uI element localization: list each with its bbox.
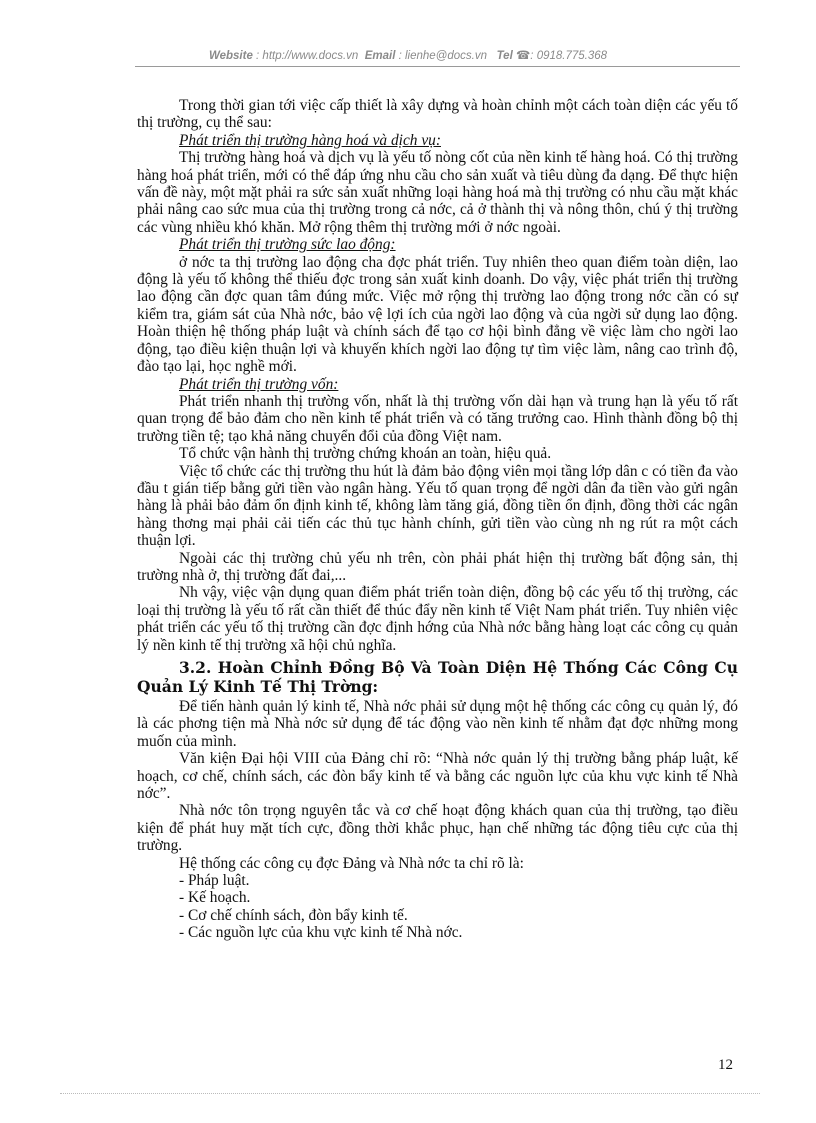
paragraph: Ngoài các thị trường chủ yếu nh trên, còn phải phát hiện thị trường bất động sản, thị trường nhà ở, thị trường đất đai,... bbox=[137, 549, 738, 584]
list-item: - Các nguồn lực của khu vực kinh tế Nhà nớc. bbox=[179, 924, 463, 942]
list-item: - Kế hoạch. bbox=[179, 889, 251, 907]
paragraph: Tổ chức vận hành thị trường chứng khoán an toàn, hiệu quả. bbox=[179, 445, 552, 463]
section-heading: 3.2. Hoàn Chỉnh Đồng Bộ Và Toàn Diện Hệ Thống Các Công Cụ Quản Lý Kinh Tế Thị Trờng: bbox=[137, 658, 738, 696]
website-label: Website bbox=[208, 50, 253, 62]
subheading: Phát triển thị trường vốn: bbox=[179, 375, 339, 393]
paragraph: Văn kiện Đại hội VIII của Đảng chỉ rõ: “Nhà nớc quản lý thị trường bằng pháp luật, kế hoạch, cơ chế, chính sách, các đòn bẩy kinh tế và bằng các nguồn lực của khu vực kinh tế Nhà nớc”. bbox=[137, 750, 738, 803]
email-label: Email bbox=[364, 50, 396, 62]
paragraph: Nhà nớc tôn trọng nguyên tắc và cơ chế hoạt động khách quan của thị trường, tạo điều kiện để phát huy mặt tích cực, đồng thời khắc phục, hạn chế những tác động tiêu cực của thị trường. bbox=[137, 802, 738, 855]
document-body bbox=[137, 97, 738, 942]
page-number: 12 bbox=[718, 1057, 733, 1073]
paragraph: Nh vậy, việc vận dụng quan điểm phát triển toàn diện, đồng bộ các yếu tố thị trường, các loại thị trường là yếu tố rất cần thiết để thúc đẩy nền kinh tế Việt Nam phát triển. Tuy nhiên việc phát triển các yếu tố thị trường cần đợc định hớng của Nhà nớc bằng hàng loạt các công cụ quản lý nền kinh tế thị trường xã hội chủ nghĩa. bbox=[137, 584, 738, 654]
paragraph: Trong thời gian tới việc cấp thiết là xây dựng và hoàn chỉnh một cách toàn diện các yếu tố thị trường, cụ thể sau: bbox=[137, 97, 738, 132]
paragraph: Phát triển nhanh thị trường vốn, nhất là thị trường vốn dài hạn và trung hạn là yếu tố rất quan trọng để bảo đảm cho nền kinh tế phát triển và có tăng trưởng cao. Hình thành đồng bộ thị trường tiền tệ; tạo khả năng chuyển đổi của đồng Việt nam. bbox=[137, 392, 738, 445]
website-value[interactable]: : http://www.docs.vn bbox=[256, 50, 359, 62]
tel-label: Tel bbox=[496, 50, 513, 62]
email-value[interactable]: : lienhe@docs.vn bbox=[398, 50, 487, 62]
tel-value: ☎: 0918.775.368 bbox=[515, 50, 608, 62]
paragraph: ở nớc ta thị trường lao động cha đợc phát triển. Tuy nhiên theo quan điểm toàn diện, lao động là yếu tố không thể thiếu đợc trong sản xuất kinh doanh. Do vậy, việc phát triển thị trường lao động cần đợc quan tâm đúng mức. Việc mở rộng thị trường lao động trong nớc cần có sự kiểm tra, giám sát của Nhà nớc, bảo vệ lợi ích của ngời lao động và của ngời sử dụng lao động. Hoàn thiện hệ thống pháp luật và chính sách để tạo cơ hội bình đẳng về việc làm cho ngời lao động, tạo điều kiện thuận lợi và khuyến khích ngời lao động tự tìm việc làm, nâng cao trình độ, đào tạo lại, học nghề mới. bbox=[137, 253, 738, 376]
header-divider bbox=[135, 66, 740, 67]
paragraph: Việc tổ chức các thị trường thu hút là đảm bảo động viên mọi tầng lớp dân c có tiền đa vào đầu t gián tiếp bằng gửi tiền vào ngân hàng. Yếu tố quan trọng để ngời dân đa tiền vào gửi ngân hàng là phải bảo đảm ổn định kinh tế, không làm tăng giá, đồng tiền ổn định, đồng thời các ngân hàng thơng mại phải cải tiến các thủ tục hành chính, gửi tiền vào cùng nh ng rút ra một cách thuận lợi. bbox=[137, 462, 739, 550]
paragraph: Hệ thống các công cụ đợc Đảng và Nhà nớc ta chỉ rõ là: bbox=[179, 854, 524, 872]
paragraph: Để tiến hành quản lý kinh tế, Nhà nớc phải sử dụng một hệ thống các công cụ quản lý, đó là các phơng tiện mà Nhà nớc sử dụng để tác động vào nền kinh tế nhằm đạt đợc những mong muốn của mình. bbox=[137, 698, 738, 750]
subheading: Phát triển thị trường sức lao động: bbox=[179, 236, 396, 254]
paragraph: Thị trường hàng hoá và dịch vụ là yếu tố nòng cốt của nền kinh tế hàng hoá. Có thị trường hàng hoá phát triển, mới có thể đáp ứng nhu cầu cho sản xuất và tiêu dùng đa dạng. Để thực hiện vấn đề này, một mặt phải ra sức sản xuất những loại hàng hoá mà thị trường có nhu cầu mặt khác phải nâng cao sức mua của thị trường trong cả nớc, cả ở thành thị và nông thôn, chú ý thị trường các vùng nhiều khó khăn. Mở rộng thêm thị trường mới ở nớc ngoài. bbox=[137, 149, 738, 236]
list-item: - Pháp luật. bbox=[179, 872, 250, 890]
subheading: Phát triển thị trường hàng hoá và dịch vụ: bbox=[179, 131, 441, 149]
page-header bbox=[0, 48, 816, 62]
footer-divider bbox=[60, 1093, 760, 1094]
list-item: - Cơ chế chính sách, đòn bẩy kinh tế. bbox=[179, 906, 408, 924]
